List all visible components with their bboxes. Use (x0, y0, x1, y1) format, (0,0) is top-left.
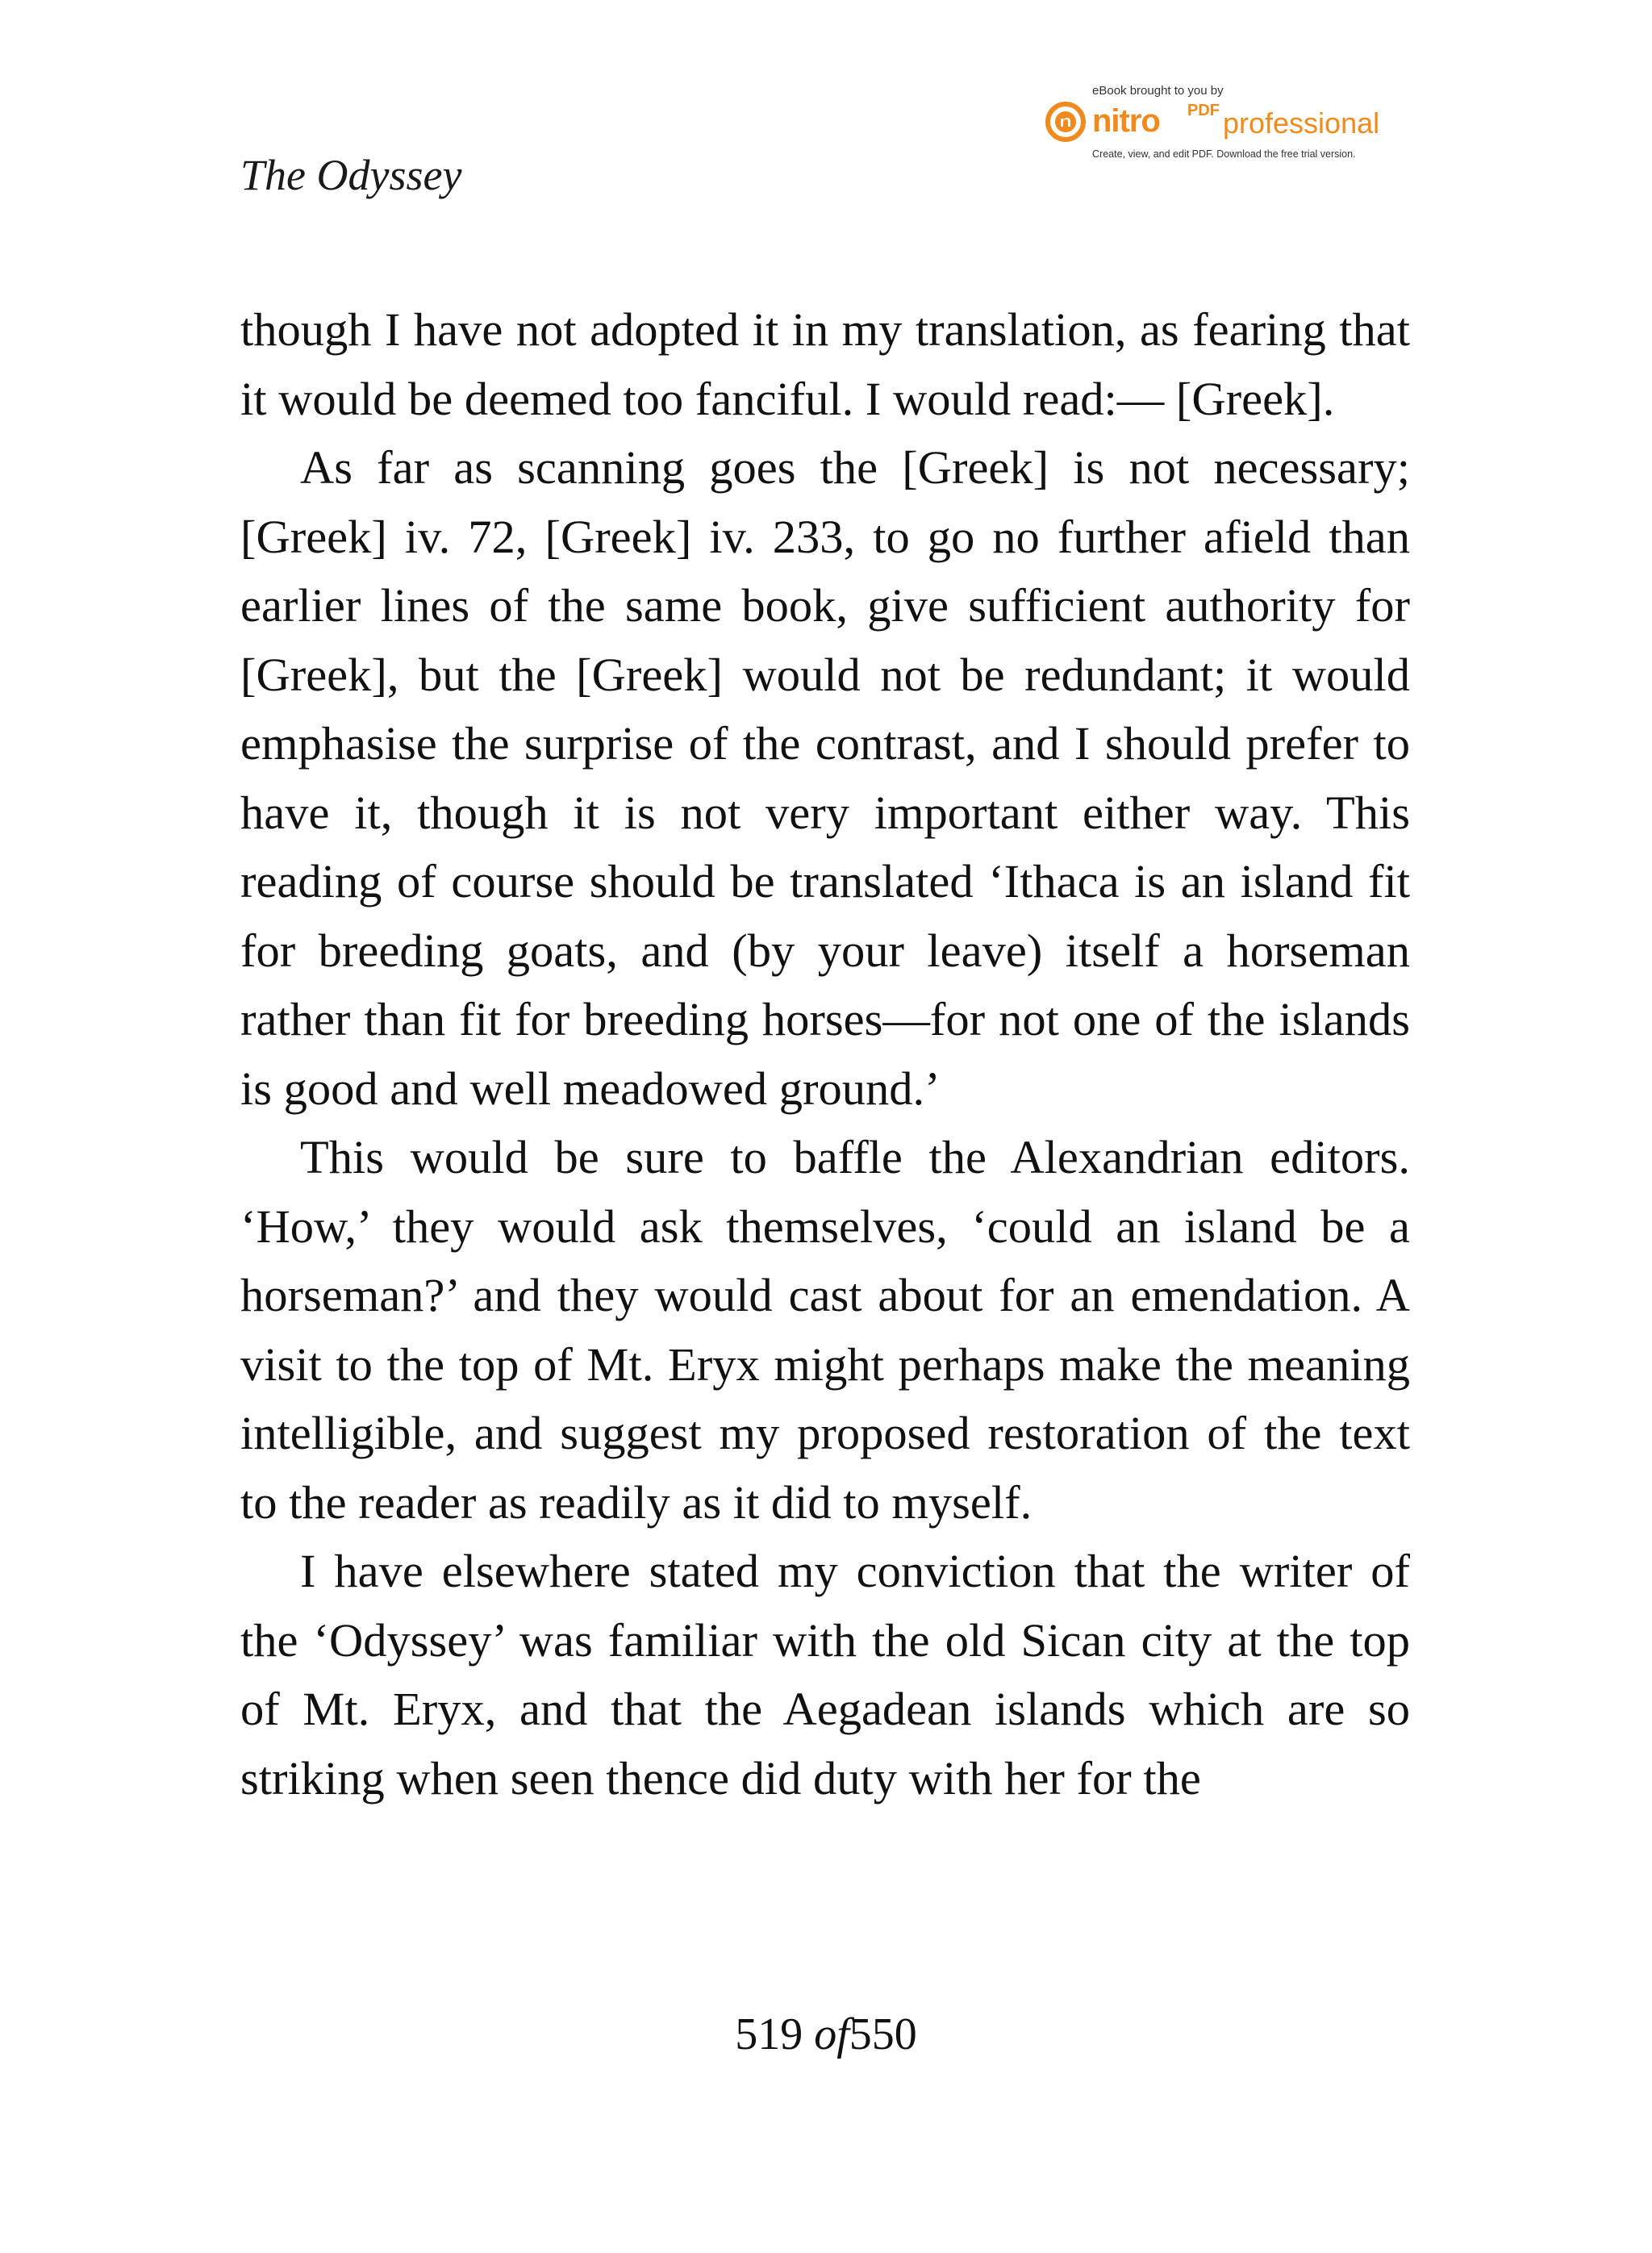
paragraph: This would be sure to baffle the Alexandrian editors. ‘How,’ they would ask themselves, ‘could an island be a horseman?’ and they would cast about for an emendation. A visit to the top of Mt. Eryx might perhaps make the meaning intelligible, and suggest my proposed restoration of the text to the reader as readily as it did to myself. (240, 1131, 1410, 1529)
page-number (0, 2009, 1652, 2060)
current-page: 519 (735, 2009, 803, 2059)
banner-product: professional (1223, 106, 1380, 140)
paragraph: I have elsewhere stated my conviction that the writer of the ‘Odyssey’ was familiar with the old Sican city at the top of Mt. Eryx, and that the Aegadean islands which are so striking when seen thence did duty with her for the (240, 1545, 1410, 1804)
nitro-logo-icon (1045, 102, 1086, 142)
total-pages: 550 (849, 2009, 917, 2059)
banner-brand-superscript: PDF (1187, 102, 1220, 119)
paragraph: though I have not adopted it in my translation, as fearing that it would be deemed too fanciful. I would read:— [Greek]. (240, 303, 1410, 425)
nitro-pdf-banner[interactable] (1045, 84, 1425, 173)
paragraph: As far as scanning goes the [Greek] is not necessary; [Greek] iv. 72, [Greek] iv. 233, to go no further afield than earlier lines of the same book, give sufficient authority for [Greek], but the [Greek] would not be redundant; it would emphasise the surprise of the contrast, and I should prefer to have it, though it is not very important either way. This reading of course should be translated ‘Ithaca is an island fit for breeding goats, and (by your leave) itself a horseman rather than fit for breeding horses—for not one of the islands is good and well meadowed ground.’ (240, 441, 1410, 1115)
of-label: of (814, 2009, 849, 2059)
body-text (240, 295, 1410, 1813)
running-title: The Odyssey (240, 151, 462, 199)
banner-tagline: Create, view, and edit PDF. Download the free trial version. (1092, 148, 1356, 160)
banner-top-line: eBook brought to you by (1092, 84, 1224, 98)
banner-brand: nitro (1092, 103, 1160, 139)
